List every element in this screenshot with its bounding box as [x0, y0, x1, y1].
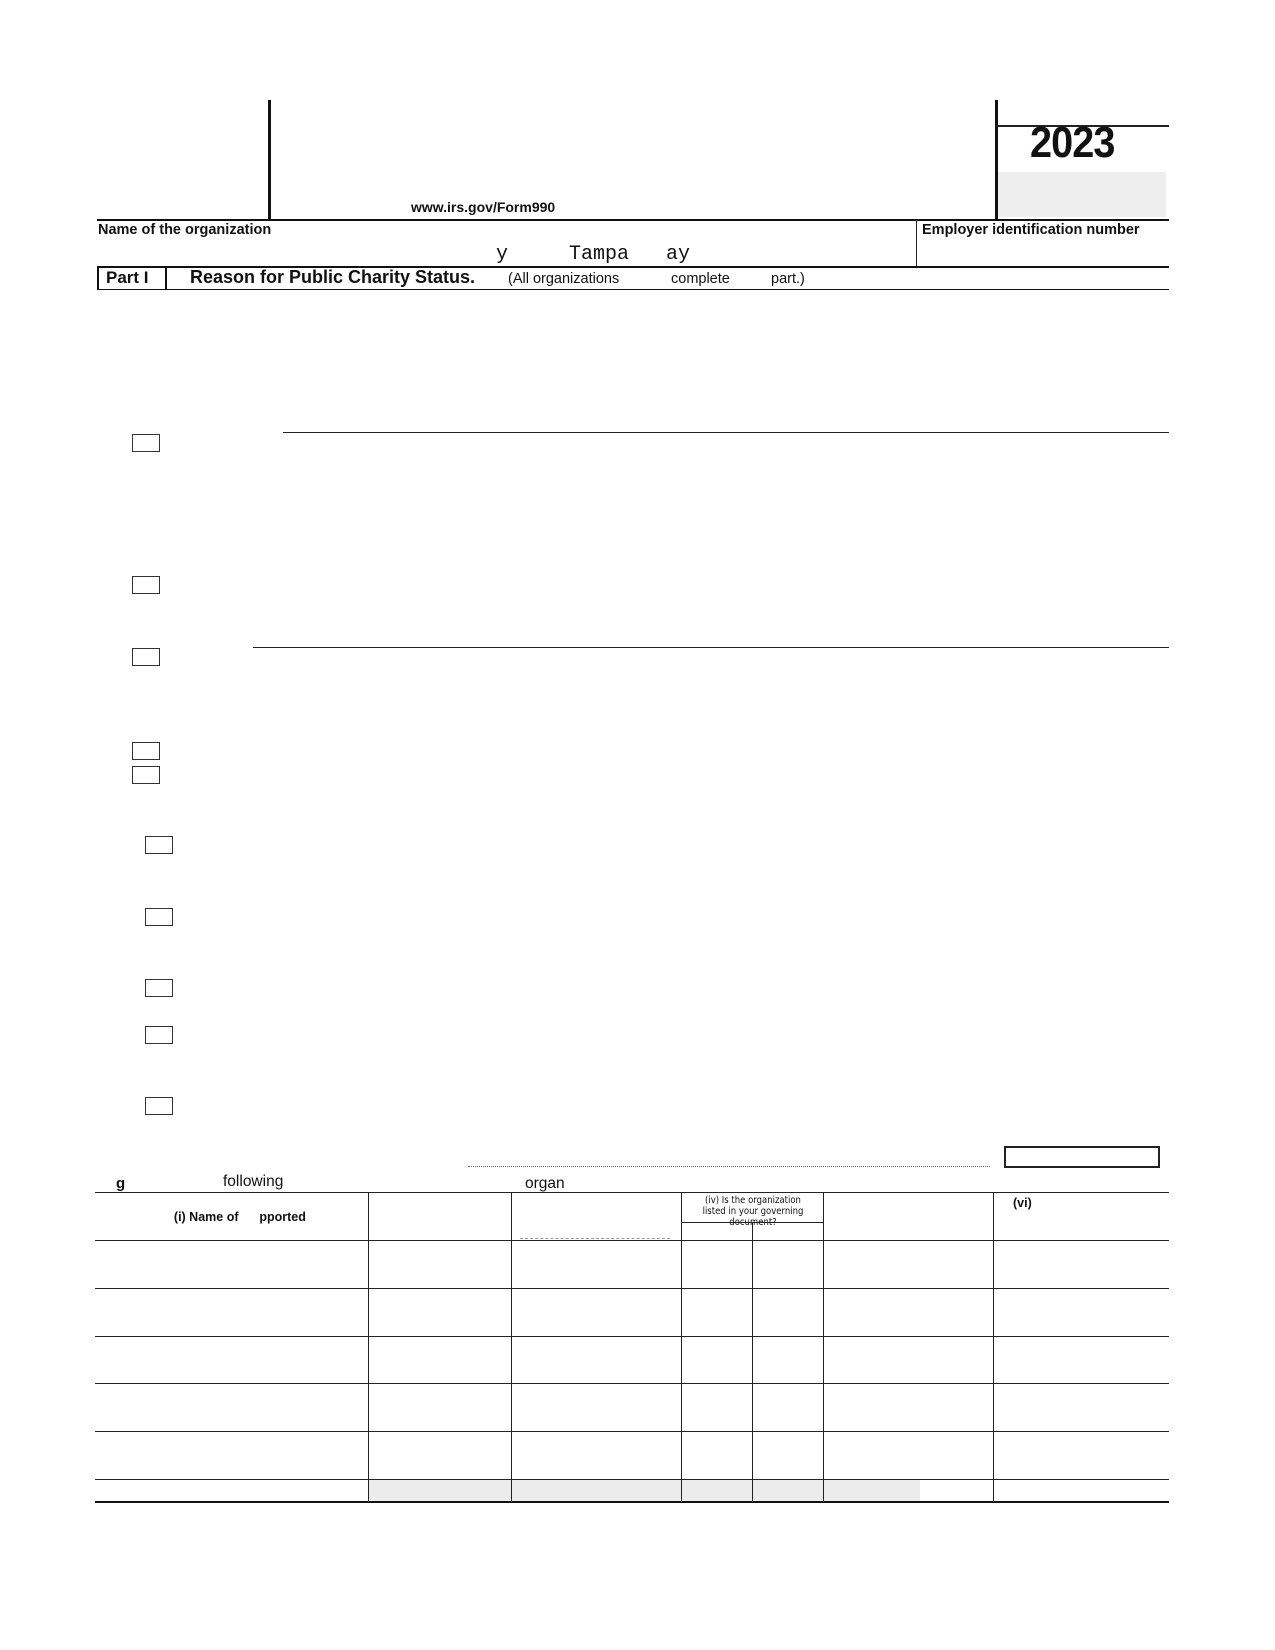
table-header-rule [95, 1240, 1169, 1241]
line-checkbox-5[interactable] [132, 766, 160, 784]
table-col-divider [823, 1192, 824, 1503]
line-fill-rule-1 [283, 432, 1169, 433]
total-row-shade [369, 1480, 920, 1501]
part-note-2: complete [671, 271, 730, 287]
ein-label: Employer identification number [922, 222, 1140, 238]
dotted-leader [468, 1166, 990, 1167]
tax-year: 2023 [1030, 118, 1115, 167]
line-checkbox-8[interactable] [145, 979, 173, 997]
table-top-rule [95, 1192, 1169, 1193]
col-6-header: (vi) [1013, 1196, 1032, 1210]
col-1-header-text: (i) Name of pported [173, 1210, 306, 1224]
line-fill-rule-2 [253, 647, 1169, 648]
line-g-word-2: organ [525, 1175, 565, 1192]
table-col-divider [993, 1192, 994, 1503]
table-col-divider [752, 1222, 753, 1503]
line-checkbox-7[interactable] [145, 908, 173, 926]
table-col-divider [681, 1192, 682, 1503]
org-name-fragment-3: ay [666, 243, 691, 266]
year-shade-box [998, 172, 1166, 217]
ein-divider [916, 219, 917, 267]
part-title: Reason for Public Charity Status. [190, 267, 476, 287]
header-left-divider [268, 100, 271, 220]
col-iii-dotted-fragment [520, 1238, 670, 1239]
line-checkbox-4[interactable] [132, 742, 160, 760]
supported-org-table [95, 1192, 1169, 1503]
org-name-fragment-2: Tampa [569, 243, 630, 266]
part-heading-bottom-rule [97, 289, 1169, 290]
org-name-fragment-1: y [496, 243, 509, 266]
irs-url: www.irs.gov/Form990 [411, 199, 556, 215]
line-f-entry-box[interactable] [1004, 1146, 1160, 1168]
table-row-rule [95, 1431, 1169, 1432]
table-bottom-rule [95, 1501, 1169, 1503]
line-g-word-1: following [223, 1173, 284, 1190]
table-col-divider [511, 1192, 512, 1503]
col-4-header: (iv) Is the organization listed in your governing document? [702, 1195, 804, 1228]
line-checkbox-1[interactable] [132, 434, 160, 452]
org-name-label: Name of the organization [98, 222, 272, 238]
table-col-divider [368, 1192, 369, 1503]
line-g-letter: g [116, 1175, 126, 1192]
table-row-rule [95, 1288, 1169, 1289]
part-note-1: (All organizations [508, 271, 620, 287]
header-bottom-rule [97, 219, 1169, 221]
part-note-3: part.) [771, 271, 805, 287]
col-1-header [160, 1196, 306, 1238]
line-checkbox-6[interactable] [145, 836, 173, 854]
table-row-rule [95, 1336, 1169, 1337]
line-checkbox-10[interactable] [145, 1097, 173, 1115]
part-tag-text: Part I [106, 268, 149, 287]
line-checkbox-9[interactable] [145, 1026, 173, 1044]
part-tag [97, 268, 167, 289]
table-row-rule [95, 1383, 1169, 1384]
line-checkbox-3[interactable] [132, 648, 160, 666]
line-checkbox-2[interactable] [132, 576, 160, 594]
